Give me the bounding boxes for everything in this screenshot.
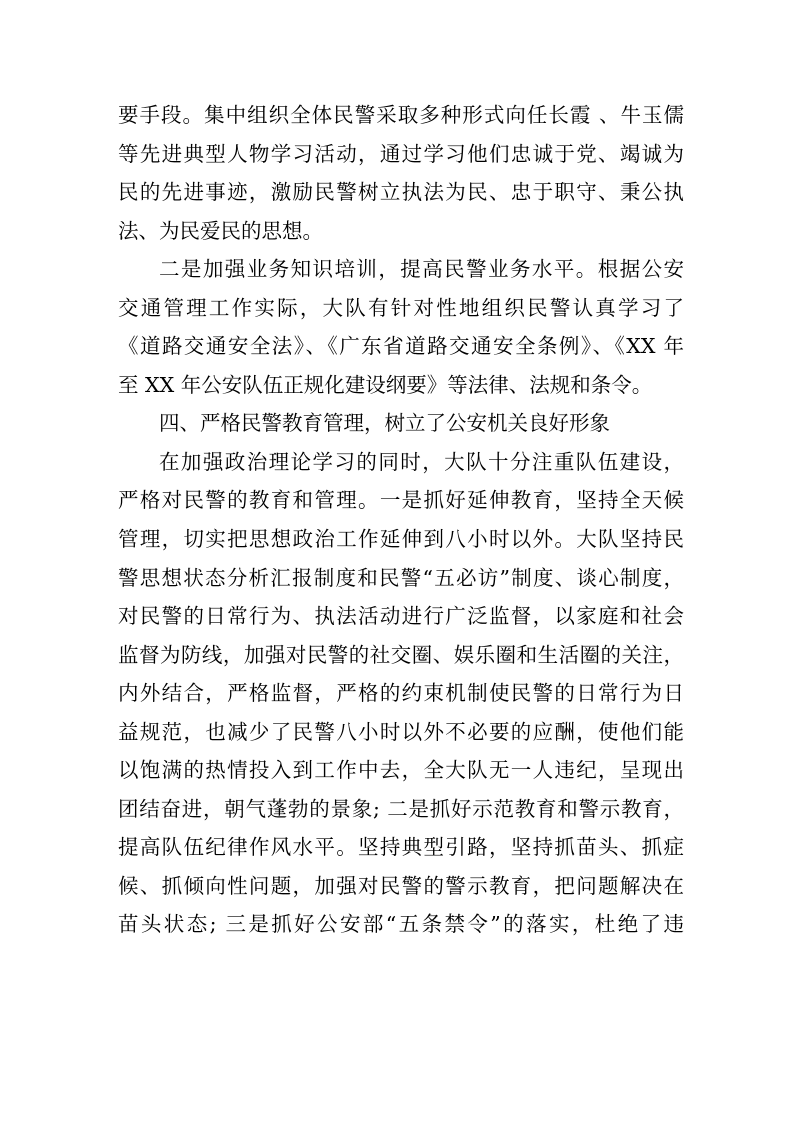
text-line: 益规范，也减少了民警八小时以外不必要的应酬，使他们能: [118, 719, 684, 744]
document-body: [118, 96, 684, 944]
text-line: 内外结合，严格监督，严格的约束机制使民警的日常行为日: [118, 681, 684, 706]
text-line: 至 XX 年公安队伍正规化建设纲要》等法律、法规和条令。: [118, 372, 653, 397]
text-line: 提高队伍纪律作风水平。坚持典型引路，坚持抓苗头、抓症: [118, 835, 684, 860]
text-line: 严格对民警的教育和管理。一是抓好延伸教育，坚持全天候: [118, 488, 684, 513]
text-line: 交通管理工作实际，大队有针对性地组织民警认真学习了: [118, 295, 684, 320]
text-line: 候、抓倾向性问题，加强对民警的警示教育，把问题解决在: [118, 873, 684, 898]
text-line: 要手段。集中组织全体民警采取多种形式向任长霞 、牛玉儒: [118, 103, 684, 127]
text-line: 对民警的日常行为、执法活动进行广泛监督，以家庭和社会: [118, 604, 684, 629]
text-line: 监督为防线，加强对民警的社交圈、娱乐圈和生活圈的关注，: [118, 642, 684, 667]
text-line: 《道路交通安全法》、《广东省道路交通安全条例》、《XX 年: [118, 334, 684, 359]
text-line: 法、为民爱民的思想。: [118, 218, 323, 243]
text-line: 等先进典型人物学习活动，通过学习他们忠诚于党、竭诚为: [118, 141, 684, 166]
section-heading: 四、严格民警教育管理，树立了公安机关良好形象: [159, 411, 610, 436]
text-line: 团结奋进，朝气蓬勃的景象; 二是抓好示范教育和警示教育，: [118, 796, 684, 821]
text-line: 苗头状态; 三是抓好公安部“五条禁令”的落实，杜绝了违: [118, 912, 684, 937]
text-line: 警思想状态分析汇报制度和民警“五必访”制度、谈心制度，: [118, 565, 684, 590]
text-line: 管理，切实把思想政治工作延伸到八小时以外。大队坚持民: [118, 527, 684, 552]
text-line: 以饱满的热情投入到工作中去，全大队无一人违纪，呈现出: [118, 758, 684, 783]
paragraph-first-line: 二是加强业务知识培训，提高民警业务水平。根据公安: [159, 257, 684, 282]
text-line: 民的先进事迹，激励民警树立执法为民、忠于职守、秉公执: [118, 180, 684, 205]
paragraph-first-line: 在加强政治理论学习的同时，大队十分注重队伍建设，: [159, 449, 684, 474]
